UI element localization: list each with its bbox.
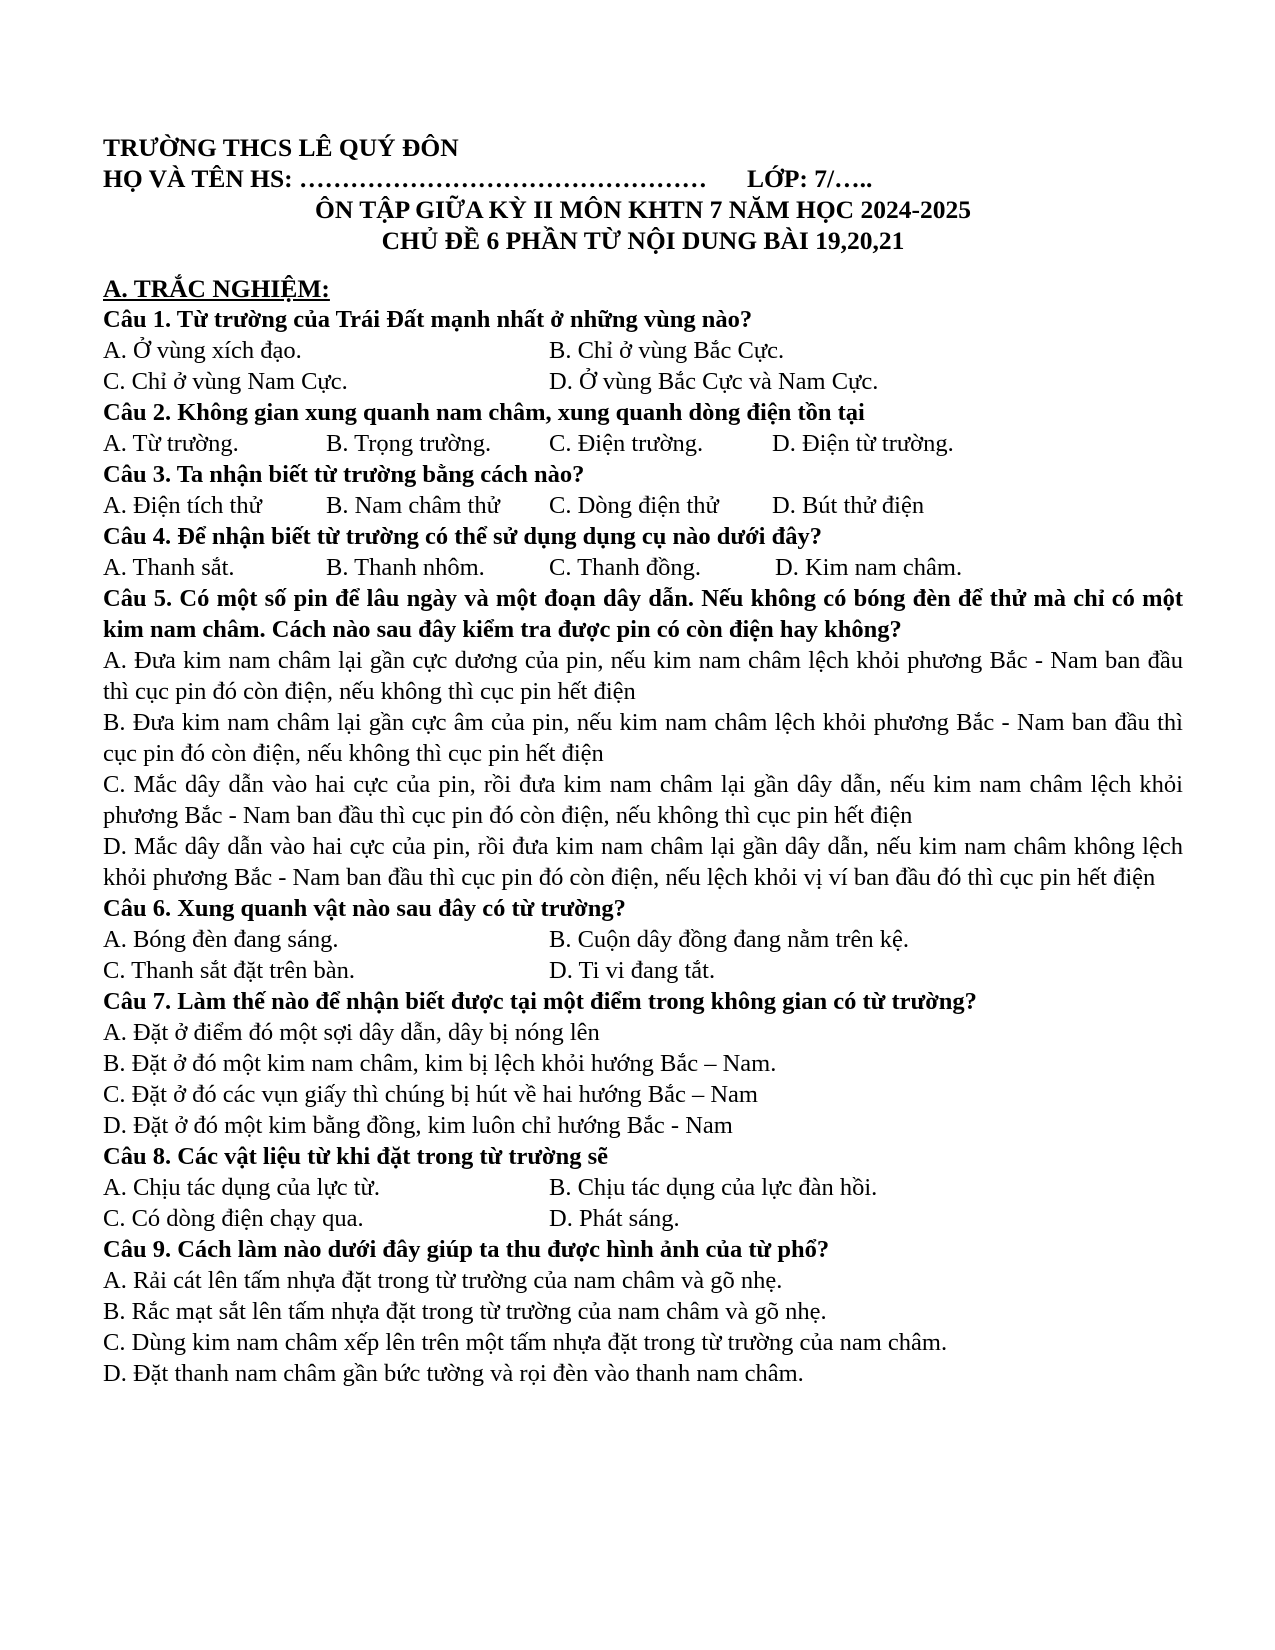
- question-1: Câu 1. Từ trường của Trái Đất mạnh nhất ở những vùng nào?: [103, 306, 753, 333]
- question-2-option-b: B. Trọng trường.: [326, 430, 492, 457]
- question-4-option-d: D. Kim nam châm.: [775, 554, 963, 581]
- class-label: LỚP: 7/…..: [747, 164, 873, 193]
- question-7: Câu 7. Làm thế nào để nhận biết được tại một điểm trong không gian có từ trường?: [103, 988, 977, 1015]
- question-9-option-a: A. Rải cát lên tấm nhựa đặt trong từ trường của nam châm và gõ nhẹ.: [103, 1267, 783, 1294]
- question-7-option-d: D. Đặt ở đó một kim bằng đồng, kim luôn chỉ hướng Bắc - Nam: [103, 1112, 733, 1139]
- question-9-option-d: D. Đặt thanh nam châm gần bức tường và rọi đèn vào thanh nam châm.: [103, 1360, 804, 1387]
- question-6-option-a: A. Bóng đèn đang sáng.: [103, 926, 339, 953]
- question-8-option-d: D. Phát sáng.: [549, 1205, 680, 1232]
- question-7-option-c: C. Đặt ở đó các vụn giấy thì chúng bị hút về hai hướng Bắc – Nam: [103, 1081, 758, 1108]
- question-7-option-a: A. Đặt ở điểm đó một sợi dây dẫn, dây bị nóng lên: [103, 1019, 600, 1046]
- question-3-options: [103, 490, 1183, 521]
- question-1-option-d: D. Ở vùng Bắc Cực và Nam Cực.: [549, 368, 879, 395]
- question-5: Câu 5. Có một số pin để lâu ngày và một đoạn dây dẫn. Nếu không có bóng đèn để thử mà chỉ có một kim nam châm. Cách nào sau đây kiểm tra được pin có còn điện hay không?: [103, 585, 1183, 643]
- question-2-option-d: D. Điện từ trường.: [772, 430, 954, 457]
- exam-subtitle: CHỦ ĐỀ 6 PHẦN TỪ NỘI DUNG BÀI 19,20,21: [381, 226, 905, 255]
- question-9-option-c: C. Dùng kim nam châm xếp lên trên một tấm nhựa đặt trong từ trường của nam châm.: [103, 1329, 948, 1356]
- question-6-option-d: D. Ti vi đang tắt.: [549, 957, 716, 984]
- question-1-option-a: A. Ở vùng xích đạo.: [103, 337, 302, 364]
- question-1-options-row-2: [103, 366, 1183, 397]
- question-6-options-row-2: [103, 955, 1183, 986]
- question-9-option-b: B. Rắc mạt sắt lên tấm nhựa đặt trong từ trường của nam châm và gõ nhẹ.: [103, 1298, 827, 1325]
- question-4-option-b: B. Thanh nhôm.: [326, 554, 485, 581]
- question-9: Câu 9. Cách làm nào dưới đây giúp ta thu được hình ảnh của từ phổ?: [103, 1236, 830, 1263]
- question-8-option-b: B. Chịu tác dụng của lực đàn hồi.: [549, 1174, 878, 1201]
- question-6-options-row-1: [103, 924, 1183, 955]
- question-4-options: [103, 552, 1183, 583]
- question-5-option-b: B. Đưa kim nam châm lại gần cực âm của pin, nếu kim nam châm lệch khỏi phương Bắc - Nam ban đầu thì cục pin đó còn điện, nếu không thì cục pin hết điện: [103, 709, 1183, 767]
- question-3-option-c: C. Dòng điện thử: [549, 492, 719, 519]
- question-3-option-d: D. Bút thử điện: [772, 492, 925, 519]
- question-4-option-c: C. Thanh đồng.: [549, 554, 701, 581]
- question-8-options-row-2: [103, 1203, 1183, 1234]
- question-8-options-row-1: [103, 1172, 1183, 1203]
- question-5-option-c: C. Mắc dây dẫn vào hai cực của pin, rồi đưa kim nam châm lại gần dây dẫn, nếu kim nam châm lệch khỏi phương Bắc - Nam ban đầu thì cục pin đó còn điện, nếu không thì cục pin hết điện: [103, 771, 1183, 829]
- question-7-option-b: B. Đặt ở đó một kim nam châm, kim bị lệch khỏi hướng Bắc – Nam.: [103, 1050, 777, 1077]
- question-6-option-b: B. Cuộn dây đồng đang nằm trên kệ.: [549, 926, 909, 953]
- question-4-option-a: A. Thanh sắt.: [103, 554, 235, 581]
- question-2-options: [103, 428, 1183, 459]
- question-5-option-a: A. Đưa kim nam châm lại gần cực dương của pin, nếu kim nam châm lệch khỏi phương Bắc - Nam ban đầu thì cục pin đó còn điện, nếu không thì cục pin hết điện: [103, 647, 1183, 705]
- question-8: Câu 8. Các vật liệu từ khi đặt trong từ trường sẽ: [103, 1143, 609, 1170]
- question-5-option-d: D. Mắc dây dẫn vào hai cực của pin, rồi đưa kim nam châm lại gần dây dẫn, nếu kim nam châm không lệch khỏi phương Bắc - Nam ban đầu thì cục pin đó còn điện, nếu lệch khỏi vị ví ban đầu đó thì cục pin hết điện: [103, 833, 1183, 891]
- student-info-line: [103, 163, 1183, 194]
- question-8-option-c: C. Có dòng điện chạy qua.: [103, 1205, 364, 1232]
- question-2: Câu 2. Không gian xung quanh nam châm, xung quanh dòng điện tồn tại: [103, 399, 865, 426]
- school-name: TRƯỜNG THCS LÊ QUÝ ĐÔN: [103, 133, 459, 162]
- question-2-option-a: A. Từ trường.: [103, 430, 239, 457]
- question-6: Câu 6. Xung quanh vật nào sau đây có từ trường?: [103, 895, 626, 922]
- question-3: Câu 3. Ta nhận biết từ trường bằng cách nào?: [103, 461, 585, 488]
- question-3-option-b: B. Nam châm thử: [326, 492, 500, 519]
- section-a-heading: A. TRẮC NGHIỆM:: [103, 274, 330, 303]
- question-4: Câu 4. Để nhận biết từ trường có thể sử dụng dụng cụ nào dưới đây?: [103, 523, 822, 550]
- question-1-options-row-1: [103, 335, 1183, 366]
- question-6-option-c: C. Thanh sắt đặt trên bàn.: [103, 957, 355, 984]
- question-2-option-c: C. Điện trường.: [549, 430, 704, 457]
- question-1-option-c: C. Chỉ ở vùng Nam Cực.: [103, 368, 348, 395]
- exam-title: ÔN TẬP GIỮA KỲ II MÔN KHTN 7 NĂM HỌC 2024-2025: [315, 195, 971, 224]
- worksheet-content: [103, 132, 1183, 1389]
- student-name-label: HỌ VÀ TÊN HS: …………………………………………: [103, 164, 708, 193]
- question-3-option-a: A. Điện tích thử: [103, 492, 262, 519]
- question-8-option-a: A. Chịu tác dụng của lực từ.: [103, 1174, 380, 1201]
- question-1-option-b: B. Chỉ ở vùng Bắc Cực.: [549, 337, 785, 364]
